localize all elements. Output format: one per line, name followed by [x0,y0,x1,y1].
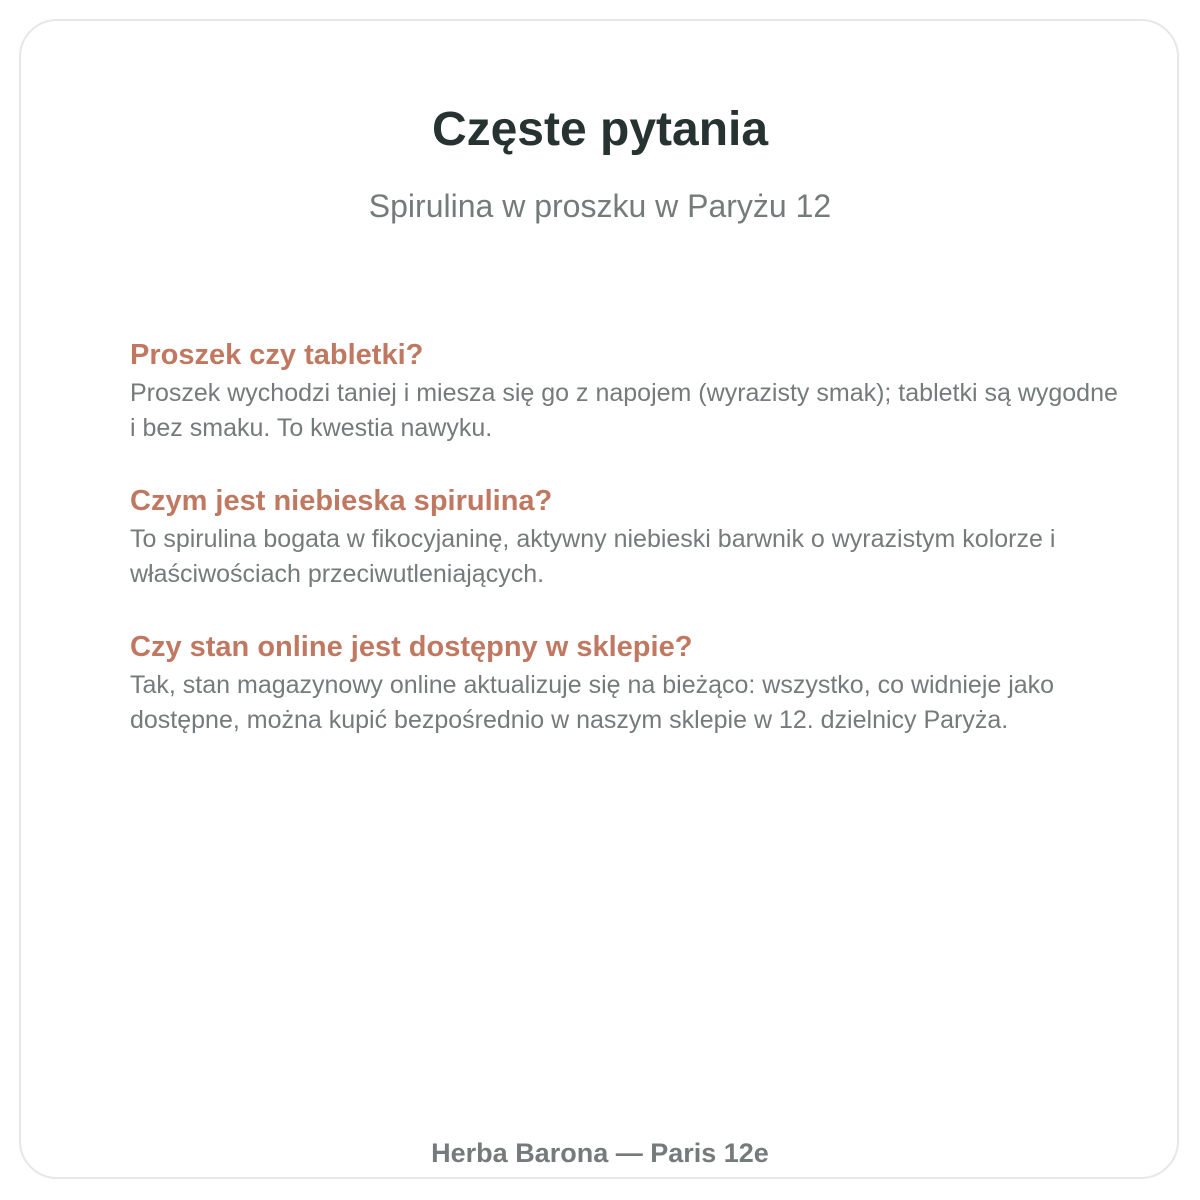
faq-list [130,336,1120,774]
faq-question: Czym jest niebieska spirulina? [130,485,553,517]
footer-brand: Herba Barona — Paris 12e [431,1138,769,1168]
faq-answer: Proszek wychodzi taniej i miesza się go z napojem (wyrazisty smak); tabletki są wygodne i bez smaku. To kwestia nawyku. [130,379,1118,442]
faq-item [130,482,1120,592]
faq-answer: Tak, stan magazynowy online aktualizuje się na bieżąco: wszystko, co widnieje jako dostępne, można kupić bezpośrednio w naszym sklepie w 12. dzielnicy Paryża. [130,671,1055,734]
faq-question: Proszek czy tabletki? [130,339,424,371]
faq-question: Czy stan online jest dostępny w sklepie? [130,631,693,663]
faq-item [130,628,1120,738]
faq-answer: To spirulina bogata w fikocyjaninę, aktywny niebieski barwnik o wyrazistym kolorze i właściwościach przeciwutleniających. [130,525,1056,588]
faq-item [130,336,1120,446]
page-subtitle: Spirulina w proszku w Paryżu 12 [368,188,832,224]
page-title: Częste pytania [431,103,769,156]
